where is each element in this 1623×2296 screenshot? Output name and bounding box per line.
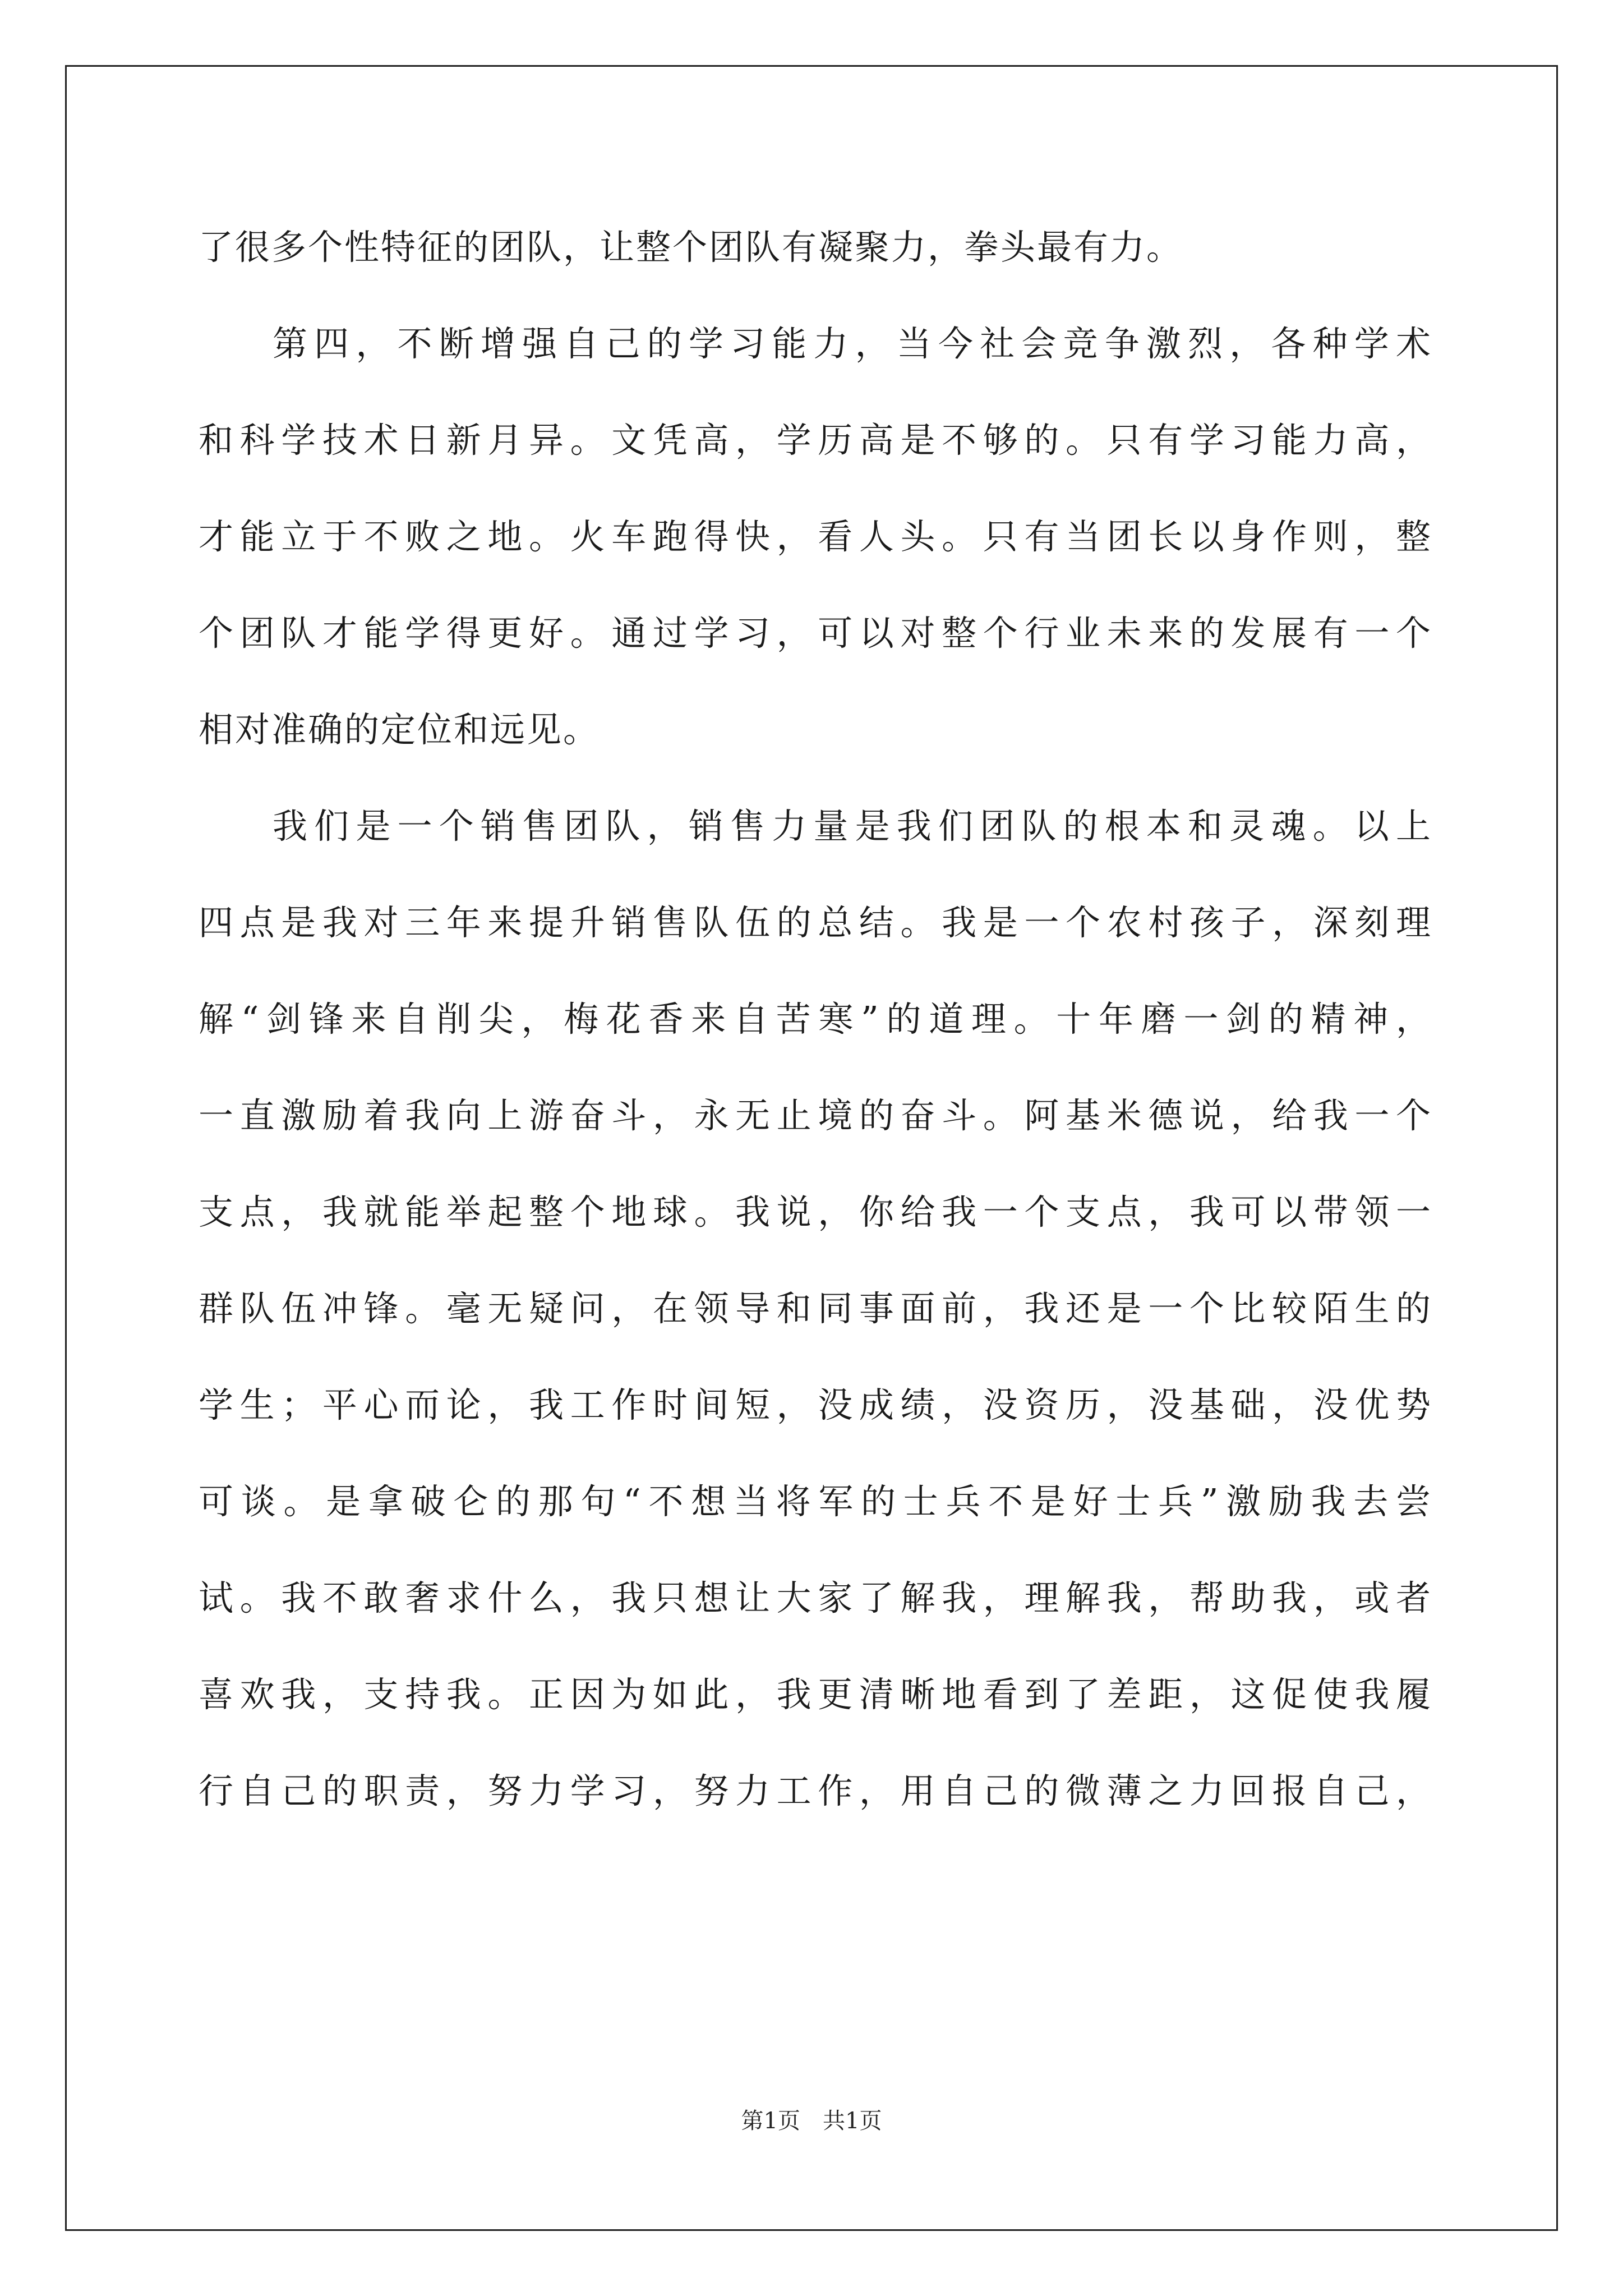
text-line: 试。我不敢奢求什么，我只想让大家了解我，理解我，帮助我，或者 <box>199 1577 1432 1618</box>
text-line: 相对准确的定位和远见。 <box>199 709 600 750</box>
text-line: 学生；平心而论，我工作时间短，没成绩，没资历，没基础，没优势 <box>199 1384 1432 1425</box>
text-line: 和科学技术日新月异。文凭高，学历高是不够的。只有学习能力高， <box>199 420 1432 461</box>
text-line: 行自己的职责，努力学习，努力工作，用自己的微薄之力回报自己， <box>199 1770 1432 1811</box>
text-line: 个团队才能学得更好。通过学习，可以对整个行业未来的发展有一个 <box>199 613 1432 654</box>
document-body <box>199 199 1432 1839</box>
text-line: 喜欢我，支持我。正因为如此，我更清晰地看到了差距，这促使我履 <box>199 1674 1432 1715</box>
text-line: 群队伍冲锋。毫无疑问，在领导和同事面前，我还是一个比较陌生的 <box>199 1288 1432 1329</box>
text-line: 支点，我就能举起整个地球。我说，你给我一个支点，我可以带领一 <box>199 1191 1432 1232</box>
text-line: 第四，不断增强自己的学习能力，当今社会竞争激烈，各种学术 <box>273 323 1432 364</box>
text-line: 我们是一个销售团队，销售力量是我们团队的根本和灵魂。以上 <box>273 806 1432 846</box>
text-line: 可谈。是拿破仑的那句“不想当将军的士兵不是好士兵”激励我去尝 <box>199 1481 1432 1522</box>
text-line: 才能立于不败之地。火车跑得快，看人头。只有当团长以身作则，整 <box>199 516 1432 557</box>
text-line: 一直激励着我向上游奋斗，永无止境的奋斗。阿基米德说，给我一个 <box>199 1095 1432 1136</box>
page-number-footer: 第1页 共1页 <box>741 2108 882 2134</box>
text-line: 四点是我对三年来提升销售队伍的总结。我是一个农村孩子，深刻理 <box>199 902 1432 943</box>
text-line: 了很多个性特征的团队，让整个团队有凝聚力，拳头最有力。 <box>199 227 1183 268</box>
text-line: 解“剑锋来自削尖，梅花香来自苦寒”的道理。十年磨一剑的精神， <box>199 999 1432 1039</box>
